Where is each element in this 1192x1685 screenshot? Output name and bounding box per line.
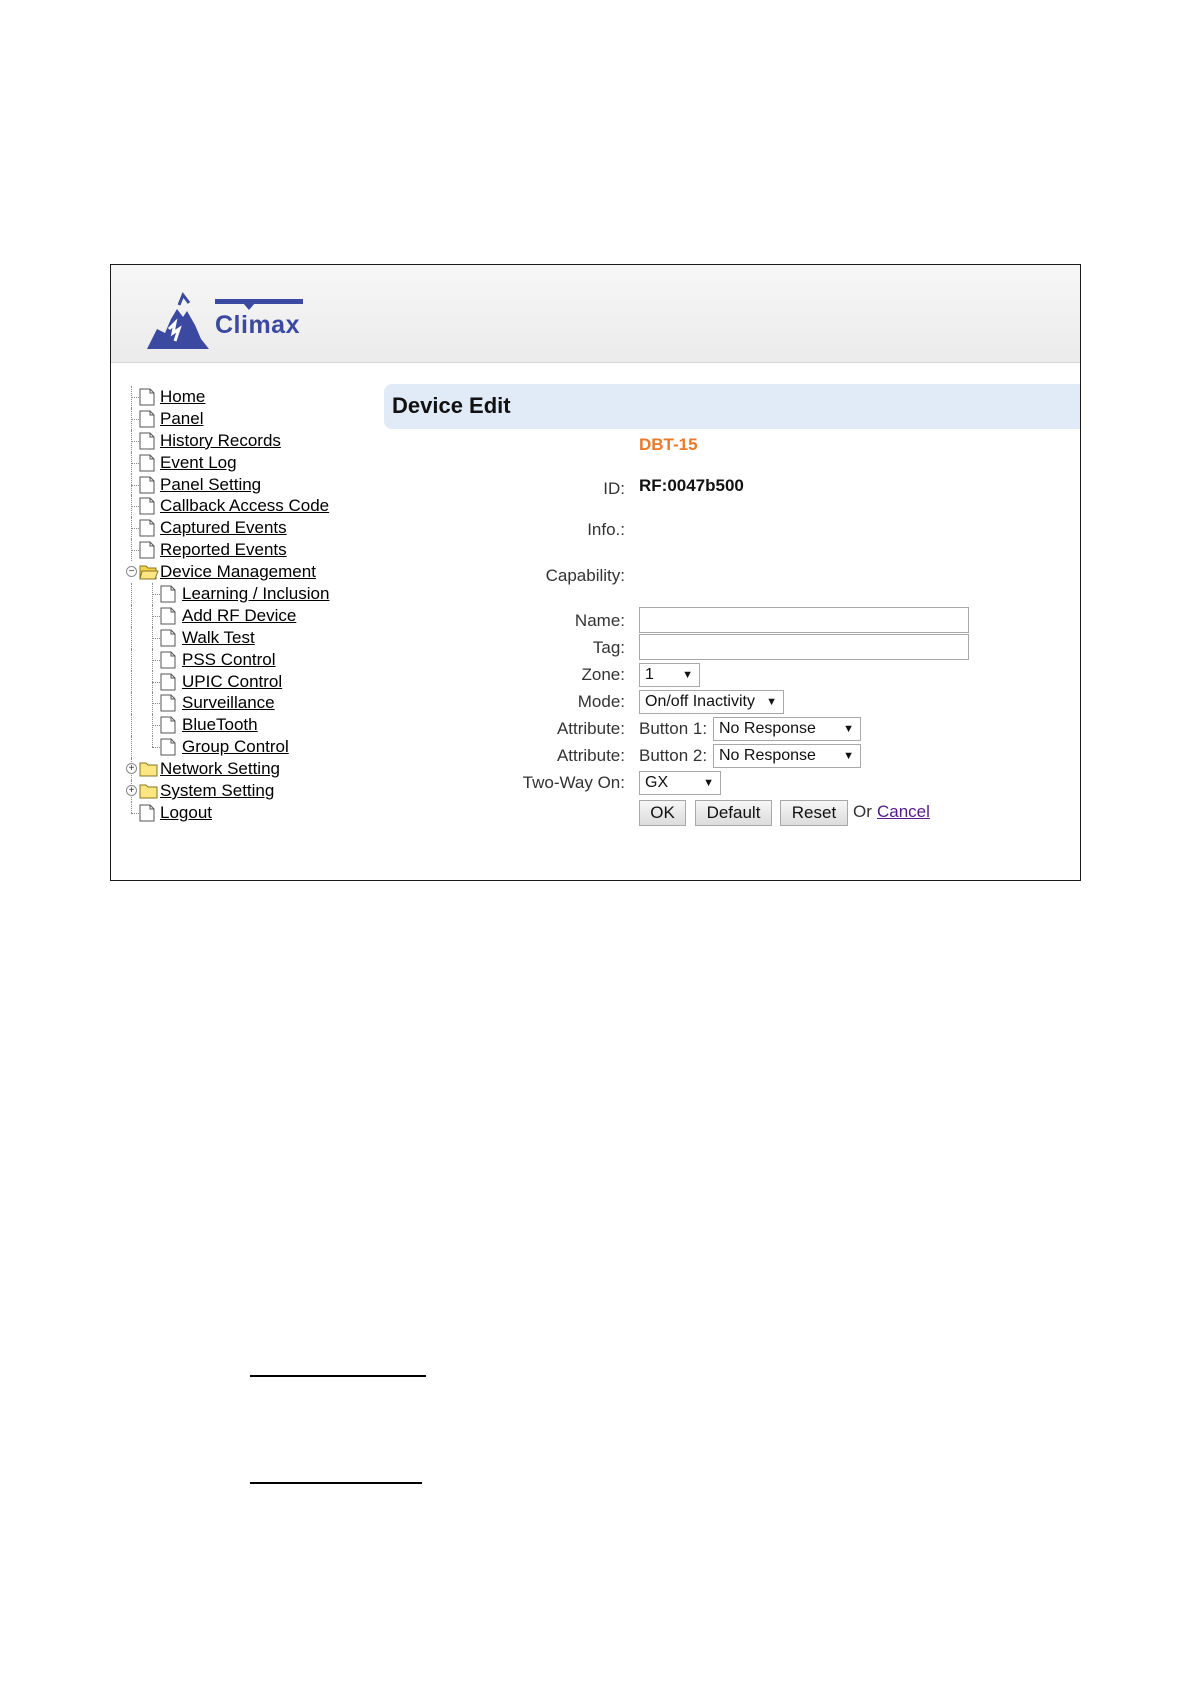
sidebar-item-panel-setting[interactable] <box>125 474 385 496</box>
tag-label: Tag: <box>592 638 625 657</box>
mountain-logo-icon <box>143 289 213 355</box>
sidebar-item-label[interactable]: Learning / Inclusion <box>182 584 330 604</box>
sidebar-item-label[interactable]: Group Control <box>182 737 289 757</box>
sidebar-item-panel[interactable] <box>125 408 385 430</box>
page-icon <box>160 629 176 647</box>
page-title: Device Edit <box>392 393 511 418</box>
dropdown-arrow-icon: ▼ <box>703 777 714 789</box>
mode-select-value: On/off Inactivity <box>645 693 755 710</box>
page-icon <box>139 476 155 494</box>
page-icon <box>139 804 155 822</box>
browser-frame <box>110 264 1081 881</box>
sidebar-item-label[interactable]: Add RF Device <box>182 605 297 625</box>
sidebar-item-bluetooth[interactable] <box>125 714 385 736</box>
or-text: Or <box>853 802 872 821</box>
sidebar-item-pss-control[interactable] <box>125 649 385 671</box>
name-input[interactable] <box>639 607 969 633</box>
page-icon <box>160 585 176 603</box>
expand-icon[interactable]: + <box>126 785 137 796</box>
tag-input[interactable] <box>639 634 969 660</box>
zone-select[interactable] <box>639 663 700 687</box>
sidebar-item-label[interactable]: Device Management <box>160 562 316 582</box>
page-icon <box>160 716 176 734</box>
sidebar-tree <box>125 386 385 824</box>
default-button[interactable]: Default <box>695 800 772 826</box>
two-way-label: Two-Way On: <box>522 773 625 792</box>
dropdown-arrow-icon: ▼ <box>843 723 854 735</box>
button-2-label: Button 2: <box>639 746 708 765</box>
sidebar-item-label[interactable]: System Setting <box>160 781 275 801</box>
underline-rule <box>250 1375 426 1377</box>
page-icon <box>160 607 176 625</box>
id-label: ID: <box>603 479 625 498</box>
climax-logo <box>143 289 333 359</box>
name-label: Name: <box>574 611 625 630</box>
expand-icon[interactable]: + <box>126 763 137 774</box>
sidebar-item-label[interactable]: Surveillance <box>182 693 275 713</box>
page-icon <box>139 432 155 450</box>
sidebar-item-callback-access-code[interactable] <box>125 495 385 517</box>
sidebar-item-walk-test[interactable] <box>125 627 385 649</box>
collapse-icon[interactable]: − <box>126 566 137 577</box>
sidebar-item-label[interactable]: Callback Access Code <box>160 496 330 516</box>
folder-icon <box>139 760 159 778</box>
capability-label: Capability: <box>545 566 625 585</box>
dropdown-arrow-icon: ▼ <box>766 696 777 708</box>
header <box>111 265 1080 363</box>
zone-select-value: 1 <box>645 666 654 683</box>
sidebar-item-label[interactable]: PSS Control <box>182 649 276 669</box>
sidebar-item-label[interactable]: Network Setting <box>160 759 280 779</box>
sidebar-item-captured-events[interactable] <box>125 517 385 539</box>
sidebar-item-network-setting[interactable] <box>125 758 385 780</box>
sidebar-item-group-control[interactable] <box>125 736 385 758</box>
sidebar-item-upic-control[interactable] <box>125 671 385 693</box>
sidebar-item-device-management[interactable] <box>125 561 385 583</box>
page-icon <box>139 410 155 428</box>
sidebar-item-history-records[interactable] <box>125 430 385 452</box>
attribute-2-value: No Response <box>719 747 816 764</box>
sidebar-item-event-log[interactable] <box>125 452 385 474</box>
folder-open-icon <box>139 563 159 581</box>
page-title-bar <box>384 384 1081 429</box>
sidebar-item-label[interactable]: Panel <box>160 408 204 428</box>
two-way-select[interactable] <box>639 771 721 795</box>
sidebar-item-label[interactable]: Home <box>160 387 206 406</box>
two-way-value: GX <box>645 774 669 791</box>
page-icon <box>160 694 176 712</box>
sidebar-item-label[interactable]: Captured Events <box>160 518 287 538</box>
sidebar-item-surveillance[interactable] <box>125 692 385 714</box>
sidebar-item-label[interactable]: BlueTooth <box>182 715 258 735</box>
sidebar-item-reported-events[interactable] <box>125 539 385 561</box>
dropdown-arrow-icon: ▼ <box>682 669 693 681</box>
page-icon <box>160 738 176 756</box>
sidebar-item-label[interactable]: Event Log <box>160 452 237 472</box>
info-label: Info.: <box>587 520 625 539</box>
logo-bar <box>215 299 303 304</box>
page-icon <box>139 541 155 559</box>
mode-select[interactable] <box>639 690 784 714</box>
sidebar-item-home[interactable] <box>125 386 385 408</box>
device-type: DBT-15 <box>639 435 698 454</box>
cancel-link[interactable]: Cancel <box>877 802 930 821</box>
ok-button[interactable]: OK <box>639 800 686 826</box>
logo-text: Climax <box>215 311 300 339</box>
sidebar-item-system-setting[interactable] <box>125 780 385 802</box>
button-1-label: Button 1: <box>639 719 708 738</box>
sidebar-item-add-rf-device[interactable] <box>125 605 385 627</box>
logo-notch <box>243 303 255 310</box>
folder-icon <box>139 782 159 800</box>
attribute-button-2-select[interactable] <box>713 744 861 768</box>
attribute-2-label: Attribute: <box>556 746 625 765</box>
dropdown-arrow-icon: ▼ <box>843 750 854 762</box>
underline-rule <box>250 1482 422 1484</box>
page-icon <box>139 497 155 515</box>
page-icon <box>139 454 155 472</box>
page-icon <box>139 388 155 406</box>
id-value: RF:0047b500 <box>639 476 744 495</box>
sidebar-item-logout[interactable] <box>125 802 385 824</box>
sidebar-item-label[interactable]: Panel Setting <box>160 474 262 494</box>
sidebar-item-label[interactable]: Walk Test <box>182 627 255 647</box>
sidebar-item-learning-inclusion[interactable] <box>125 583 385 605</box>
attribute-1-value: No Response <box>719 720 816 737</box>
sidebar-item-label[interactable]: Logout <box>160 802 212 822</box>
sidebar-item-label[interactable]: Reported Events <box>160 540 287 560</box>
attribute-button-1-select[interactable] <box>713 717 861 741</box>
attribute-1-label: Attribute: <box>556 719 625 738</box>
sidebar-item-label[interactable]: UPIC Control <box>182 671 283 691</box>
page-icon <box>139 519 155 537</box>
reset-button[interactable]: Reset <box>780 800 848 826</box>
zone-label: Zone: <box>581 665 625 684</box>
sidebar-item-label[interactable]: History Records <box>160 430 281 450</box>
page-icon <box>160 673 176 691</box>
mode-label: Mode: <box>577 692 625 711</box>
page-icon <box>160 651 176 669</box>
